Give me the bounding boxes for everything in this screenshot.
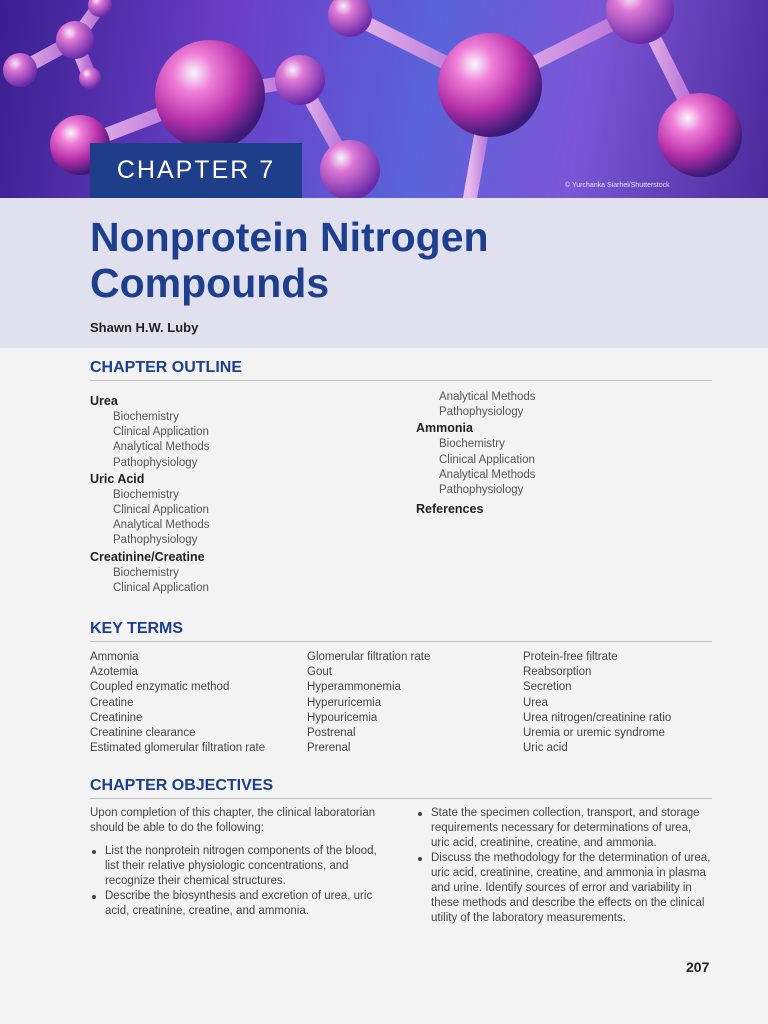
key-terms-heading: KEY TERMS — [90, 620, 712, 642]
outline-subtopic: Analytical Methods — [439, 468, 536, 481]
key-term: Creatine — [90, 696, 134, 709]
key-term: Creatinine clearance — [90, 727, 196, 740]
key-term: Uric acid — [523, 742, 568, 755]
author-name: Shawn H.W. Luby — [90, 320, 199, 335]
key-term: Prerenal — [307, 742, 351, 755]
key-term: Uremia or uremic syndrome — [523, 727, 665, 740]
objectives-intro: Upon completion of this chapter, the clinical laboratorian should be able to do the following: — [90, 807, 376, 834]
key-terms-column-3 — [523, 650, 671, 756]
objective-item: List the nonprotein nitrogen components of the blood, list their relative physiologic concentrations, and recognize their chemical structures. — [90, 844, 386, 889]
key-term: Estimated glomerular filtration rate — [90, 742, 266, 755]
key-term: Postrenal — [307, 727, 356, 740]
outline-subtopic: Analytical Methods — [113, 519, 210, 532]
outline-topic: Creatinine/Creatine — [90, 549, 205, 564]
key-term: Urea — [523, 696, 548, 709]
outline-left-column — [90, 393, 210, 596]
chapter-title — [90, 214, 690, 306]
key-term: Hyperuricemia — [307, 696, 382, 709]
outline-subtopic: Biochemistry — [439, 438, 505, 451]
key-term: Hyperammonemia — [307, 681, 401, 694]
key-term: Azotemia — [90, 666, 138, 679]
outline-subtopic: Biochemistry — [113, 411, 179, 423]
outline-subtopic: Pathophysiology — [113, 456, 198, 469]
outline-right-column — [416, 390, 536, 518]
objectives-list-right — [416, 806, 712, 926]
outline-subtopic: Pathophysiology — [113, 534, 198, 547]
objectives-right-column — [416, 806, 712, 926]
key-terms-column-1 — [90, 650, 265, 756]
outline-subtopic: Clinical Application — [439, 453, 535, 466]
outline-subtopic: Clinical Application — [113, 581, 209, 594]
objective-item: State the specimen collection, transport, and storage requirements necessary for determinations of urea, uric acid, creatinine, creatine, and ammonia. — [416, 806, 712, 851]
outline-topic: Urea — [90, 394, 118, 408]
chapter-title-line2: Compounds — [90, 260, 330, 306]
outline-subtopic: Biochemistry — [113, 488, 179, 501]
key-term: Gout — [307, 666, 332, 679]
key-term: Glomerular filtration rate — [307, 651, 431, 663]
key-term: Hypouricemia — [307, 711, 378, 724]
outline-subtopic: Pathophysiology — [439, 484, 524, 497]
key-term: Creatinine — [90, 711, 143, 724]
key-term: Coupled enzymatic method — [90, 681, 230, 694]
key-term: Protein-free filtrate — [523, 651, 618, 663]
objective-item: Describe the biosynthesis and excretion of urea, uric acid, creatinine, creatine, and ammonia. — [90, 889, 386, 919]
outline-topic: References — [416, 502, 484, 517]
outline-subtopic: Biochemistry — [113, 566, 179, 579]
key-term: Urea nitrogen/creatinine ratio — [523, 711, 672, 724]
key-term: Reabsorption — [523, 666, 592, 679]
outline-subtopic: Analytical Methods — [439, 391, 536, 403]
key-terms-column-2 — [307, 650, 430, 756]
chapter-title-line1: Nonprotein Nitrogen — [90, 214, 489, 260]
image-credit: © Yurchanka Siarhei/Shutterstock — [565, 182, 670, 189]
objectives-list-left — [90, 844, 386, 919]
outline-subtopic: Pathophysiology — [439, 406, 524, 419]
outline-subtopic: Analytical Methods — [113, 441, 210, 454]
page-number: 207 — [686, 959, 710, 975]
key-term: Ammonia — [90, 651, 139, 663]
chapter-outline-heading: CHAPTER OUTLINE — [90, 359, 712, 381]
outline-subtopic: Clinical Application — [113, 426, 209, 439]
objective-item: Discuss the methodology for the determination of urea, uric acid, creatinine, creatine, and ammonia in plasma and urine. Identify sources of error and variability in these methods and describe the effects on the clinical utility of the laboratory measurements. — [416, 851, 712, 926]
outline-topic: Uric Acid — [90, 471, 145, 486]
chapter-objectives-heading: CHAPTER OBJECTIVES — [90, 777, 712, 799]
molecule-banner-image — [0, 0, 768, 198]
outline-topic: Ammonia — [416, 421, 473, 436]
objectives-left-column — [90, 806, 386, 919]
chapter-label: CHAPTER 7 — [90, 143, 302, 198]
key-term: Secretion — [523, 681, 572, 694]
outline-subtopic: Clinical Application — [113, 504, 209, 517]
